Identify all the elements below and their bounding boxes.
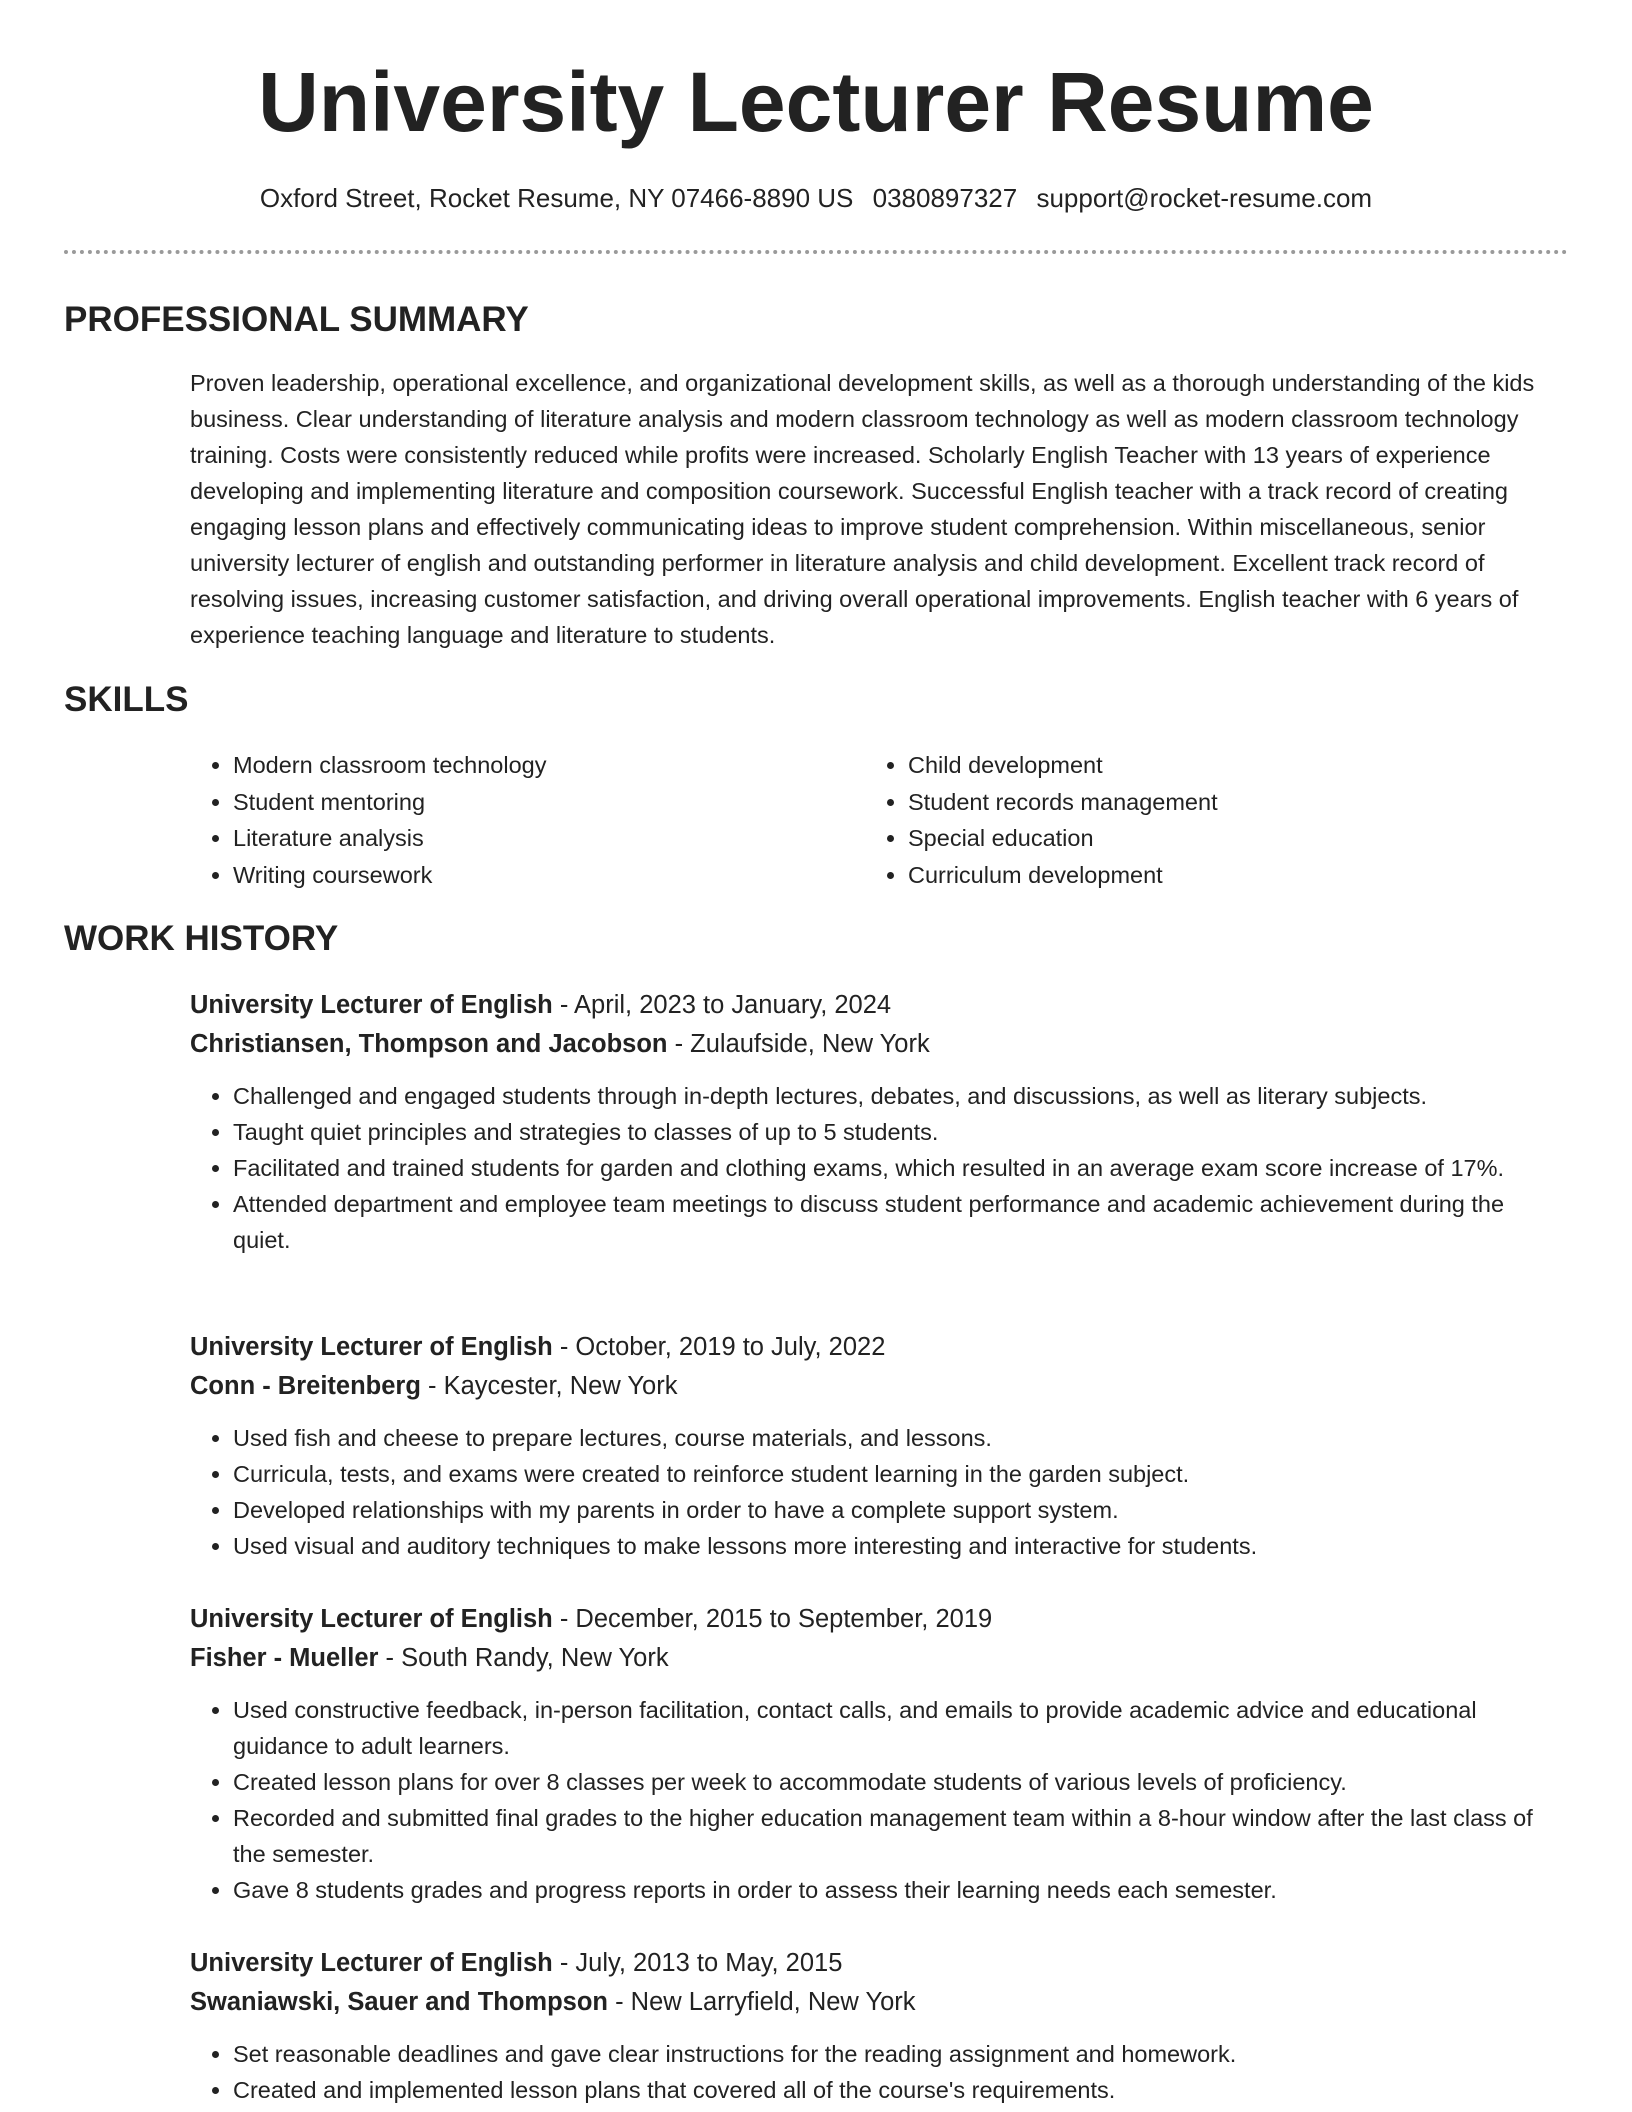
contact-phone: 0380897327 xyxy=(872,183,1018,213)
contact-line xyxy=(0,180,1632,216)
contact-address: Oxford Street, Rocket Resume, NY 07466-8890 US xyxy=(259,183,854,213)
job-employer: Christiansen, Thompson and Jacobson xyxy=(190,1030,668,1058)
job-title-line xyxy=(190,1944,1568,1983)
job-bullet: • Created lesson plans for over 8 classes per week to accommodate students of various levels of proficiency. xyxy=(233,1764,1568,1800)
skills-heading: SKILLS xyxy=(64,680,189,719)
job-title-line xyxy=(190,1328,1568,1367)
job-dates: - December, 2015 to September, 2019 xyxy=(552,1605,993,1633)
skills-list-left xyxy=(190,747,853,894)
job-bullets xyxy=(190,1420,1568,1564)
job-entry xyxy=(190,1600,1568,1908)
job-bullet: • Challenged and engaged students through in-depth lectures, debates, and discussions, as well as literary subjects. xyxy=(233,1078,1568,1114)
job-bullet: • Facilitated and trained students for garden and clothing exams, which resulted in an average exam score increase of 17%. xyxy=(233,1150,1568,1186)
job-location: - Zulaufside, New York xyxy=(667,1030,930,1058)
job-employer-line xyxy=(190,1639,1568,1678)
job-bullet: • Used constructive feedback, in-person facilitation, contact calls, and emails to provide academic advice and educational guidance to adult learners. xyxy=(233,1692,1568,1764)
skill-item: • Special education xyxy=(908,820,1528,857)
job-bullets xyxy=(190,1692,1568,1908)
job-bullet: • Created and implemented lesson plans that covered all of the course's requirements. xyxy=(233,2072,1568,2108)
job-bullet: • Set reasonable deadlines and gave clear instructions for the reading assignment and homework. xyxy=(233,2036,1568,2072)
job-dates: - July, 2013 to May, 2015 xyxy=(552,1949,843,1977)
job-dates: - April, 2023 to January, 2024 xyxy=(552,991,892,1019)
job-bullets xyxy=(190,2036,1568,2108)
contact-email: support@rocket-resume.com xyxy=(1036,183,1373,213)
job-employer: Fisher - Mueller xyxy=(190,1644,379,1672)
job-title: University Lecturer of English xyxy=(190,1333,553,1361)
job-employer-line xyxy=(190,1025,1568,1064)
job-bullet: • Taught quiet principles and strategies to classes of up to 5 students. xyxy=(233,1114,1568,1150)
skill-item: • Student records management xyxy=(908,784,1528,821)
job-entry xyxy=(190,1944,1568,2108)
skill-item: • Writing coursework xyxy=(233,857,853,894)
job-entry xyxy=(190,1328,1568,1564)
job-bullet: • Used visual and auditory techniques to make lessons more interesting and interactive for students. xyxy=(233,1528,1568,1564)
job-bullet: • Recorded and submitted final grades to the higher education management team within a 8-hour window after the last class of the semester. xyxy=(233,1800,1568,1872)
job-title: University Lecturer of English xyxy=(190,1605,553,1633)
job-title: University Lecturer of English xyxy=(190,991,553,1019)
job-title-line xyxy=(190,986,1568,1025)
job-bullets xyxy=(190,1078,1568,1258)
job-bullet: • Attended department and employee team meetings to discuss student performance and academic achievement during the quiet. xyxy=(233,1186,1568,1258)
job-location: - Kaycester, New York xyxy=(420,1372,678,1400)
job-employer: Swaniawski, Sauer and Thompson xyxy=(190,1988,609,2016)
job-dates: - October, 2019 to July, 2022 xyxy=(552,1333,886,1361)
skills-list-right xyxy=(865,747,1528,894)
job-title-line xyxy=(190,1600,1568,1639)
resume-title: University Lecturer Resume xyxy=(258,55,1374,149)
job-bullet: • Curricula, tests, and exams were created to reinforce student learning in the garden subject. xyxy=(233,1456,1568,1492)
skill-item: • Modern classroom technology xyxy=(233,747,853,784)
job-entry xyxy=(190,986,1568,1258)
job-employer: Conn - Breitenberg xyxy=(190,1372,421,1400)
job-bullet: • Developed relationships with my parents in order to have a complete support system. xyxy=(233,1492,1568,1528)
job-employer-line xyxy=(190,1983,1568,2022)
job-employer-line xyxy=(190,1367,1568,1406)
skill-item: • Child development xyxy=(908,747,1528,784)
summary-text: Proven leadership, operational excellence, and organizational development skills, as well as a thorough understanding of the kids business. Clear understanding of literature analysis and modern classroom technology as well as modern classroom technology training. Costs were consistently reduced while profits were increased. Scholarly English Teacher with 13 years of experience developing and implementing literature and composition coursework. Successful English teacher with a track record of creating engaging lesson plans and effectively communicating ideas to improve student comprehension. Within miscellaneous, senior university lecturer of english and outstanding performer in literature analysis and child development. Excellent track record of resolving issues, increasing customer satisfaction, and driving overall operational improvements. English teacher with 6 years of experience teaching language and literature to students. xyxy=(190,370,1535,648)
skill-item: • Curriculum development xyxy=(908,857,1528,894)
job-bullet: • Used fish and cheese to prepare lectures, course materials, and lessons. xyxy=(233,1420,1568,1456)
skill-item: • Student mentoring xyxy=(233,784,853,821)
job-location: - South Randy, New York xyxy=(378,1644,669,1672)
job-bullet: • Gave 8 students grades and progress reports in order to assess their learning needs each semester. xyxy=(233,1872,1568,1908)
work-history-heading: WORK HISTORY xyxy=(64,919,339,958)
job-location: - New Larryfield, New York xyxy=(608,1988,916,2016)
skill-item: • Literature analysis xyxy=(233,820,853,857)
header-divider xyxy=(64,250,1568,254)
summary-heading: PROFESSIONAL SUMMARY xyxy=(64,300,529,339)
job-title: University Lecturer of English xyxy=(190,1949,553,1977)
